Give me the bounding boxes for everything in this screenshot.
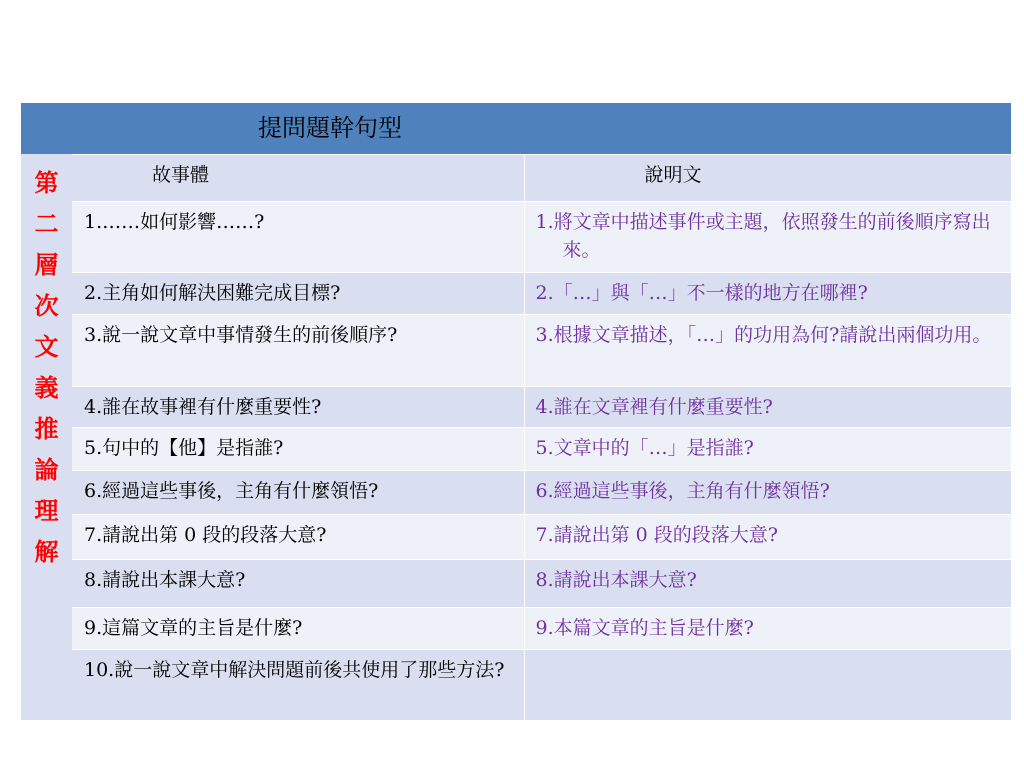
side-label-char: 層	[34, 250, 59, 279]
side-label-char: 理	[34, 496, 59, 525]
story-question: 1.……如何影響……?	[72, 202, 524, 273]
table-title: 提問題幹句型	[258, 114, 402, 142]
side-label-char: 文	[34, 332, 59, 361]
side-label-char: 推	[34, 414, 59, 443]
table-row	[72, 315, 1011, 387]
side-label-char: 義	[34, 373, 59, 402]
expository-question: 5.文章中的「…」是指誰?	[524, 428, 1011, 471]
story-question: 10.說一說文章中解決問題前後共使用了那些方法?	[72, 650, 524, 721]
table-row	[72, 202, 1011, 273]
side-label-char: 第	[34, 168, 59, 197]
expository-question: 8.請說出本課大意?	[524, 560, 1011, 608]
table-row	[72, 273, 1011, 315]
table-row	[72, 428, 1011, 471]
column-header-expository: 說明文	[524, 155, 1011, 202]
story-question: 7.請說出第 0 段的段落大意?	[72, 515, 524, 560]
expository-question: 2.「…」與「…」不一樣的地方在哪裡?	[524, 273, 1011, 315]
table-row	[72, 471, 1011, 515]
side-label-char: 次	[34, 291, 59, 320]
table-row	[72, 608, 1011, 650]
story-question: 5.句中的【他】是指誰?	[72, 428, 524, 471]
side-label-char: 論	[34, 455, 59, 484]
side-label-char: 二	[34, 209, 59, 238]
side-label-char: 解	[34, 537, 59, 566]
expository-question: 6.經過這些事後，主角有什麼領悟?	[524, 471, 1011, 515]
column-header-story: 故事體	[72, 155, 524, 202]
table-row	[72, 560, 1011, 608]
story-question: 4.誰在故事裡有什麼重要性?	[72, 387, 524, 428]
expository-question: 7.請說出第 0 段的段落大意?	[524, 515, 1011, 560]
question-stem-table	[72, 154, 1011, 721]
expository-question: 4.誰在文章裡有什麼重要性?	[524, 387, 1011, 428]
story-question: 3.說一說文章中事情發生的前後順序?	[72, 315, 524, 387]
expository-question: 3.根據文章描述，「…」的功用為何?請說出兩個功用。	[524, 315, 1011, 387]
expository-question: 9.本篇文章的主旨是什麼?	[524, 608, 1011, 650]
table-header-row	[72, 155, 1011, 202]
story-question: 2.主角如何解決困難完成目標?	[72, 273, 524, 315]
story-question: 8.請說出本課大意?	[72, 560, 524, 608]
story-question: 6.經過這些事後，主角有什麼領悟?	[72, 471, 524, 515]
table-row	[72, 515, 1011, 560]
table-row	[72, 650, 1011, 721]
expository-question: 1.將文章中描述事件或主題，依照發生的前後順序寫出來。	[524, 202, 1011, 273]
side-label-column	[21, 154, 72, 720]
table-row	[72, 387, 1011, 428]
story-question: 9.這篇文章的主旨是什麼?	[72, 608, 524, 650]
title-bar	[21, 103, 1011, 154]
expository-question	[524, 650, 1011, 721]
